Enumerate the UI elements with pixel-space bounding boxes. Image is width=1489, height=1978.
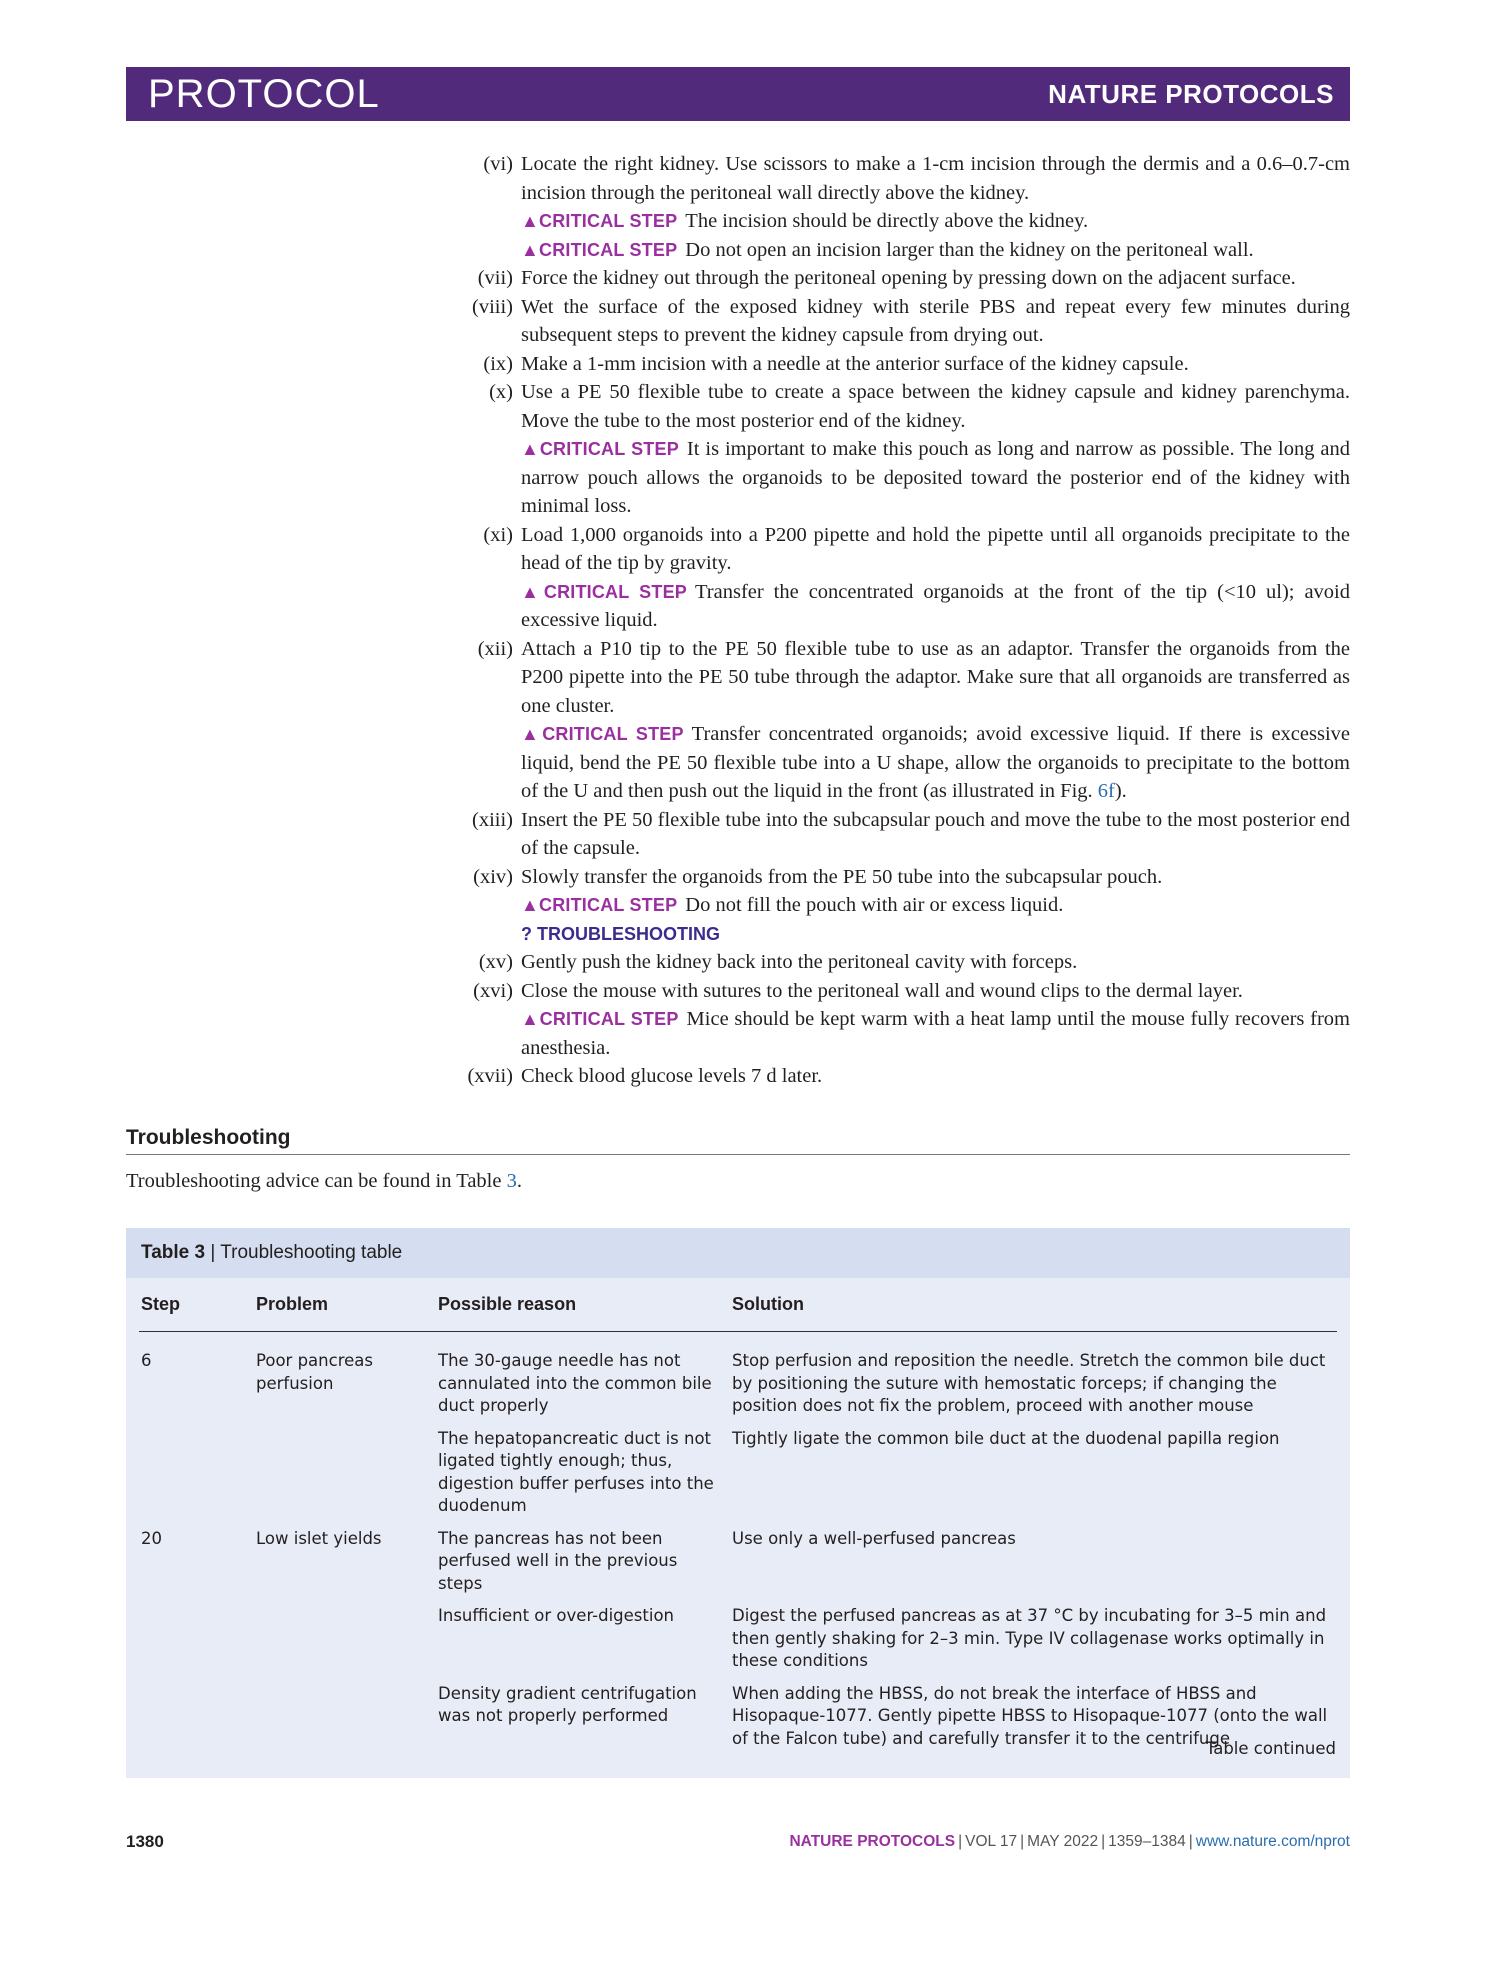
section-paragraph — [126, 1170, 522, 1193]
critical-step-note — [463, 578, 1350, 635]
troubleshooting-table — [126, 1228, 1350, 1778]
data-table — [139, 1278, 1337, 1750]
step-item — [463, 350, 1350, 379]
step-number: (viii) — [472, 295, 513, 318]
table-row — [139, 1595, 1337, 1673]
critical-step-label: ▲CRITICAL STEP — [521, 895, 678, 915]
table-row — [139, 1418, 1337, 1518]
step-number: (x) — [489, 381, 513, 403]
footer-url[interactable]: www.nature.com/nprot — [1195, 1833, 1350, 1850]
cell-step: 20 — [141, 1528, 162, 1548]
step-number: (xv) — [478, 951, 513, 973]
article-type-label: PROTOCOL — [148, 72, 380, 116]
step-text: Make a 1-mm incision with a needle at the anterior surface of the kidney capsule. — [521, 352, 1189, 375]
critical-step-label: ▲CRITICAL STEP — [521, 581, 687, 602]
step-item — [463, 977, 1350, 1006]
section-text: Troubleshooting advice can be found in Table — [126, 1170, 507, 1192]
step-number: (vii) — [477, 267, 513, 289]
table-title-separator: | — [205, 1242, 221, 1263]
critical-step-label: ▲CRITICAL STEP — [521, 211, 678, 231]
critical-step-text: Do not fill the pouch with air or excess liquid. — [685, 894, 1064, 916]
cell-reason: Insufficient or over-digestion — [438, 1606, 675, 1625]
step-item — [463, 264, 1350, 293]
step-text: Force the kidney out through the peritoneal opening by pressing down on the adjacent surface. — [521, 267, 1296, 289]
troubleshooting-label: ? TROUBLESHOOTING — [521, 923, 720, 944]
step-text: Gently push the kidney back into the peritoneal cavity with forceps. — [521, 951, 1078, 973]
critical-step-note — [463, 720, 1350, 806]
table-title: Troubleshooting table — [220, 1242, 403, 1263]
cell-reason: Density gradient centrifugation was not properly performed — [438, 1683, 697, 1725]
critical-step-label: ▲CRITICAL STEP — [521, 439, 679, 459]
col-header-solution: Solution — [730, 1278, 1337, 1332]
critical-step-text: It is important to make this pouch as long and narrow as possible. The long and narrow pouch allows the organoids to be deposited toward the posterior end of the kidney with minimal loss. — [521, 438, 1350, 517]
step-text: Use a PE 50 flexible tube to create a space between the kidney capsule and kidney parenchyma. Move the tube to the most posterior end of the kidney. — [521, 381, 1350, 432]
step-item — [463, 293, 1350, 350]
section-text-end: . — [516, 1170, 522, 1192]
table-caption — [126, 1228, 1350, 1278]
table-number: Table 3 — [141, 1242, 206, 1263]
critical-step-text: Mice should be kept warm with a heat lamp until the mouse fully recovers from anesthesia. — [521, 1008, 1350, 1059]
cell-solution: Digest the perfused pancreas as at 37 °C by incubating for 3–5 min and then gently shaking for 2–3 min. Type IV collagenase works optimally in these conditions — [732, 1606, 1327, 1670]
step-text: Insert the PE 50 flexible tube into the subcapsular pouch and move the tube to the most posterior end of the capsule. — [521, 808, 1350, 859]
cell-problem — [254, 1673, 436, 1751]
step-text: Close the mouse with sutures to the peritoneal wall and wound clips to the dermal layer. — [521, 979, 1243, 1002]
col-header-problem: Problem — [254, 1278, 436, 1332]
cell-reason: The pancreas has not been perfused well in the previous steps — [438, 1528, 678, 1593]
journal-header-bar — [126, 67, 1350, 121]
cell-problem: Poor pancreas perfusion — [256, 1351, 373, 1393]
critical-step-note — [463, 236, 1350, 265]
journal-name: NATURE PROTOCOLS — [1048, 79, 1334, 109]
step-item — [463, 1062, 1350, 1091]
step-number: (ix) — [483, 352, 513, 375]
table-link[interactable]: 3 — [506, 1170, 517, 1192]
table-body — [139, 1332, 1337, 1751]
critical-step-note — [463, 207, 1350, 236]
footer-journal: NATURE PROTOCOLS — [789, 1833, 956, 1850]
critical-step-note — [463, 1005, 1350, 1062]
footer-citation: NATURE PROTOCOLS | VOL 17 | MAY 2022 | 1359–1384 | www.nature.com/nprot — [789, 1833, 1350, 1850]
step-text: Locate the right kidney. Use scissors to make a 1-cm incision through the dermis and a 0.6–0.7-cm incision through the peritoneal wall directly above the kidney. — [521, 153, 1350, 204]
troubleshooting-note — [463, 920, 1350, 949]
step-item — [463, 635, 1350, 721]
cell-reason: The hepatopancreatic duct is not ligated tightly enough; thus, digestion buffer perfuses into the duodenum — [438, 1428, 714, 1515]
footer-date: MAY 2022 — [1027, 1833, 1099, 1850]
critical-step-text: Transfer the concentrated organoids at the front of the tip (<10 ul); avoid excessive liquid. — [521, 580, 1350, 631]
step-number: (xvi) — [473, 979, 513, 1002]
step-item — [463, 863, 1350, 892]
table-row — [139, 1518, 1337, 1596]
cell-solution: Use only a well-perfused pancreas — [732, 1528, 1016, 1548]
step-item — [463, 806, 1350, 863]
step-text: Slowly transfer the organoids from the PE 50 tube into the subcapsular pouch. — [521, 865, 1163, 888]
col-header-step: Step — [139, 1278, 254, 1332]
step-text: Load 1,000 organoids into a P200 pipette and hold the pipette until all organoids precipitate to the head of the tip by gravity. — [521, 523, 1350, 574]
table-row — [139, 1673, 1337, 1751]
cell-solution: When adding the HBSS, do not break the interface of HBSS and Hisopaque-1077. Gently pipette HBSS to Hisopaque-1077 (onto the wall of the Falcon tube) and carefully transfer it to the centrifuge — [732, 1683, 1328, 1748]
critical-step-text-end: ). — [1114, 780, 1127, 802]
step-number: (xiv) — [473, 865, 513, 888]
cell-solution: Stop perfusion and reposition the needle. Stretch the common bile duct by positioning the suture with hemostatic forceps; if changing the position does not fix the problem, proceed with another mouse — [732, 1351, 1326, 1415]
step-item — [463, 948, 1350, 977]
step-item — [463, 150, 1350, 207]
cell-step — [139, 1595, 254, 1673]
figure-link[interactable]: 6f — [1097, 780, 1115, 802]
cell-step — [139, 1418, 254, 1518]
footer-volume: VOL 17 — [965, 1833, 1018, 1850]
table-continued-note: Table continued — [1205, 1739, 1336, 1758]
critical-step-label: ▲CRITICAL STEP — [521, 724, 684, 744]
step-text: Wet the surface of the exposed kidney with sterile PBS and repeat every few minutes during subsequent steps to prevent the kidney capsule from drying out. — [521, 295, 1350, 346]
critical-step-text: The incision should be directly above the kidney. — [685, 210, 1089, 232]
cell-solution: Tightly ligate the common bile duct at the duodenal papilla region — [732, 1428, 1280, 1448]
step-number: (xiii) — [472, 808, 513, 831]
table-header-row — [139, 1278, 1337, 1332]
cell-reason: The 30-gauge needle has not cannulated into the common bile duct properly — [438, 1351, 712, 1415]
step-number: (xii) — [477, 637, 513, 660]
critical-step-note — [463, 435, 1350, 521]
cell-problem: Low islet yields — [256, 1528, 382, 1548]
step-number: (vi) — [483, 153, 513, 175]
section-heading: Troubleshooting — [126, 1126, 1350, 1155]
step-number: (xi) — [483, 523, 513, 546]
critical-step-text: Do not open an incision larger than the kidney on the peritoneal wall. — [685, 238, 1254, 261]
critical-step-note — [463, 891, 1350, 920]
footer-pages: 1359–1384 — [1108, 1833, 1186, 1850]
cell-problem — [254, 1595, 436, 1673]
step-item — [463, 378, 1350, 435]
step-number: (xvii) — [467, 1065, 513, 1087]
cell-problem — [254, 1418, 436, 1518]
critical-step-label: ▲CRITICAL STEP — [521, 1009, 679, 1029]
step-text: Check blood glucose levels 7 d later. — [521, 1065, 823, 1087]
procedure-steps — [463, 150, 1350, 1091]
page-number: 1380 — [126, 1832, 164, 1851]
step-item — [463, 521, 1350, 578]
critical-step-label: ▲CRITICAL STEP — [521, 239, 678, 260]
cell-step: 6 — [141, 1351, 152, 1370]
cell-step — [139, 1673, 254, 1751]
critical-step-text: Transfer concentrated organoids; avoid excessive liquid. If there is excessive liquid, bend the PE 50 flexible tube into a U shape, allow the organoids to precipitate to the bottom of the U and then push out the liquid in the front (as illustrated in Fig. — [521, 723, 1350, 802]
col-header-reason: Possible reason — [436, 1278, 730, 1332]
table-row — [139, 1332, 1337, 1418]
step-text: Attach a P10 tip to the PE 50 flexible tube to use as an adaptor. Transfer the organoids from the P200 pipette into the PE 50 tube through the adaptor. Make sure that all organoids are transferred as one cluster. — [521, 637, 1350, 717]
